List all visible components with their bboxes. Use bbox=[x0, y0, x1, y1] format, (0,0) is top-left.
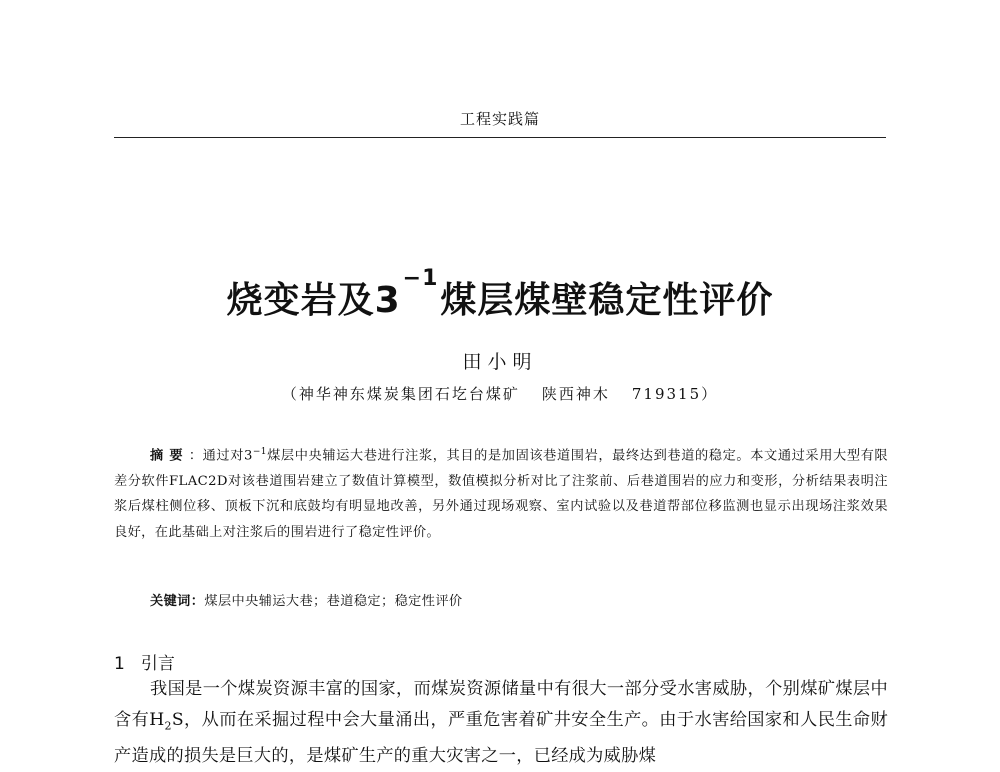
keywords-text: 煤层中央辅运大巷；巷道稳定；稳定性评价 bbox=[204, 594, 463, 609]
keywords bbox=[150, 590, 463, 609]
body-paragraph bbox=[114, 674, 888, 772]
running-head: 工程实践篇 bbox=[459, 110, 540, 128]
abstract-text-start: ：通过对3 bbox=[188, 448, 253, 464]
chem-subscript: 2 bbox=[164, 719, 172, 733]
abstract-text: 煤层中央辅运大巷进行注浆，其目的是加固该巷道围岩，最终达到巷道的稳定。本文通过采用大型有限差分软件FLAC2D对该巷道围岩建立了数值计算模型，数值模拟分析对比了注浆前、后巷道围岩的应力和变形，分析结果表明注浆后煤柱侧位移、顶板下沉和底鼓均有明显地改善，另外通过现场观察、室内试验以及巷道帮部位移监测也显示出现场注浆效果良好，在此基础上对注浆后的围岩进行了稳定性评价。 bbox=[114, 448, 889, 540]
section-heading bbox=[114, 649, 175, 674]
author-affiliation bbox=[0, 383, 1000, 404]
section-number: 1 bbox=[114, 654, 125, 674]
abstract bbox=[114, 440, 888, 545]
header-rule bbox=[114, 137, 886, 138]
body-text bbox=[114, 674, 888, 772]
abstract-superscript: −1 bbox=[252, 447, 267, 457]
chem-s: S bbox=[171, 710, 184, 730]
section-title: 引言 bbox=[140, 654, 175, 674]
keywords-label: 关键词： bbox=[150, 594, 205, 609]
author-name: 田小明 bbox=[462, 351, 538, 373]
chem-formula bbox=[149, 710, 184, 733]
affiliation-org: （神华神东煤炭集团石圪台煤矿 bbox=[281, 385, 520, 403]
affiliation-location: 陕西神木 bbox=[541, 385, 610, 403]
title-text-before: 烧变岩及3 bbox=[226, 280, 401, 321]
chem-h: H bbox=[149, 710, 165, 730]
paper-title bbox=[0, 266, 1000, 323]
body-text-a: 我国是一个煤炭资源丰富的国家，而煤炭资源储量中有很大一部分受水害威胁，个别煤矿煤层中含有 bbox=[114, 679, 888, 730]
affiliation-postcode: 719315） bbox=[631, 385, 719, 403]
title-superscript: −1 bbox=[402, 266, 439, 291]
abstract-label: 摘要 bbox=[150, 448, 189, 464]
body-text-b: ，从而在采掘过程中会大量涌出，严重危害着矿井安全生产。由于水害给国家和人民生命财产造成的损失是巨大的，是煤矿生产的重大灾害之一，已经成为威胁煤 bbox=[114, 710, 888, 767]
title-text-after: 煤层煤壁稳定性评价 bbox=[440, 280, 774, 321]
